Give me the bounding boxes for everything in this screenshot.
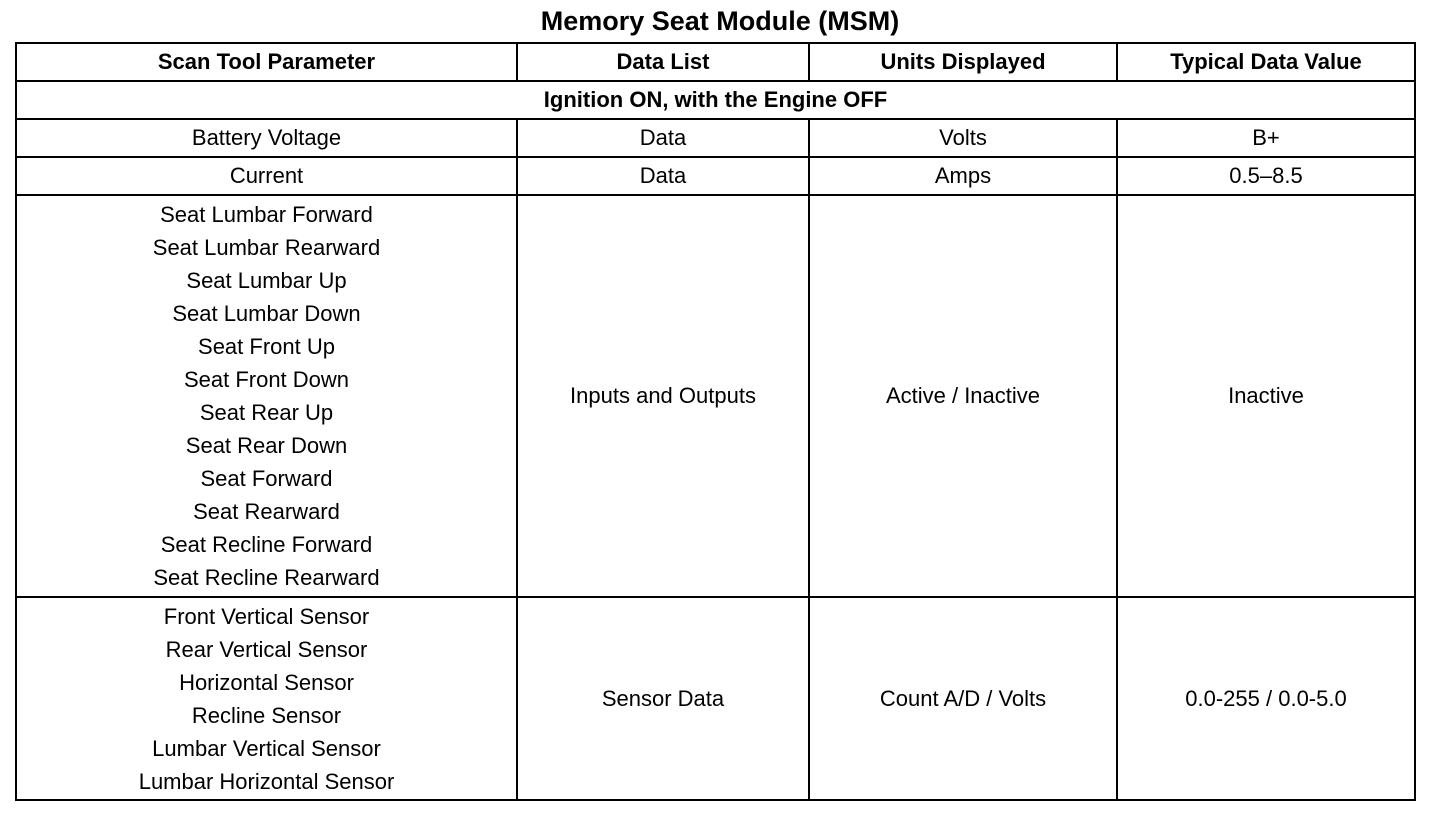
header-row [16,43,1415,81]
header-units-displayed: Units Displayed [809,43,1117,81]
data-list-cell: Sensor Data [517,597,809,800]
parameter-item: Seat Rearward [193,499,340,524]
parameter-list [17,198,516,594]
header-scan-tool-parameter: Scan Tool Parameter [16,43,517,81]
header-data-list: Data List [517,43,809,81]
parameter-item: Rear Vertical Sensor [165,636,368,662]
typical-value-cell: B+ [1117,119,1415,157]
parameter-item: Seat Lumbar Rearward [152,235,381,260]
units-cell: Volts [809,119,1117,157]
parameter-item: Seat Lumbar Forward [160,202,373,227]
typical-value-cell: 0.0-255 / 0.0-5.0 [1117,597,1415,800]
parameter-item: Seat Forward [200,466,333,491]
data-list-cell: Inputs and Outputs [517,195,809,597]
table-row [16,119,1415,157]
data-list-cell: Data [517,119,809,157]
parameter-item: Seat Lumbar Up [186,268,347,293]
parameter-item: Seat Rear Up [199,400,334,425]
data-list-cell: Data [517,157,809,195]
parameter-item: Seat Recline Forward [160,532,373,557]
parameter-cell: Battery Voltage [16,119,517,157]
parameter-item: Seat Front Up [198,334,335,359]
msm-data-table [15,42,1416,801]
header-typical-data-value: Typical Data Value [1117,43,1415,81]
units-cell: Amps [809,157,1117,195]
parameter-item: Recline Sensor [191,702,342,728]
parameter-list-cell [16,597,517,800]
condition-row [16,81,1415,119]
parameter-item: Seat Recline Rearward [153,565,380,590]
parameter-item: Horizontal Sensor [179,669,354,695]
parameter-list [17,600,516,798]
inputs-outputs-row [16,195,1415,597]
parameter-cell: Current [16,157,517,195]
parameter-item: Seat Lumbar Down [172,301,361,326]
parameter-item: Lumbar Horizontal Sensor [138,768,395,794]
table-row [16,157,1415,195]
typical-value-cell: Inactive [1117,195,1415,597]
parameter-list-cell [16,195,517,597]
units-cell: Active / Inactive [809,195,1117,597]
page-title: Memory Seat Module (MSM) [540,6,900,36]
parameter-item: Front Vertical Sensor [163,603,370,629]
parameter-item: Seat Front Down [183,367,350,392]
typical-value-cell: 0.5–8.5 [1117,157,1415,195]
parameter-item: Seat Rear Down [185,433,348,458]
units-cell: Count A/D / Volts [809,597,1117,800]
sensor-row [16,597,1415,800]
condition-label: Ignition ON, with the Engine OFF [16,81,1415,119]
parameter-item: Lumbar Vertical Sensor [152,735,381,761]
